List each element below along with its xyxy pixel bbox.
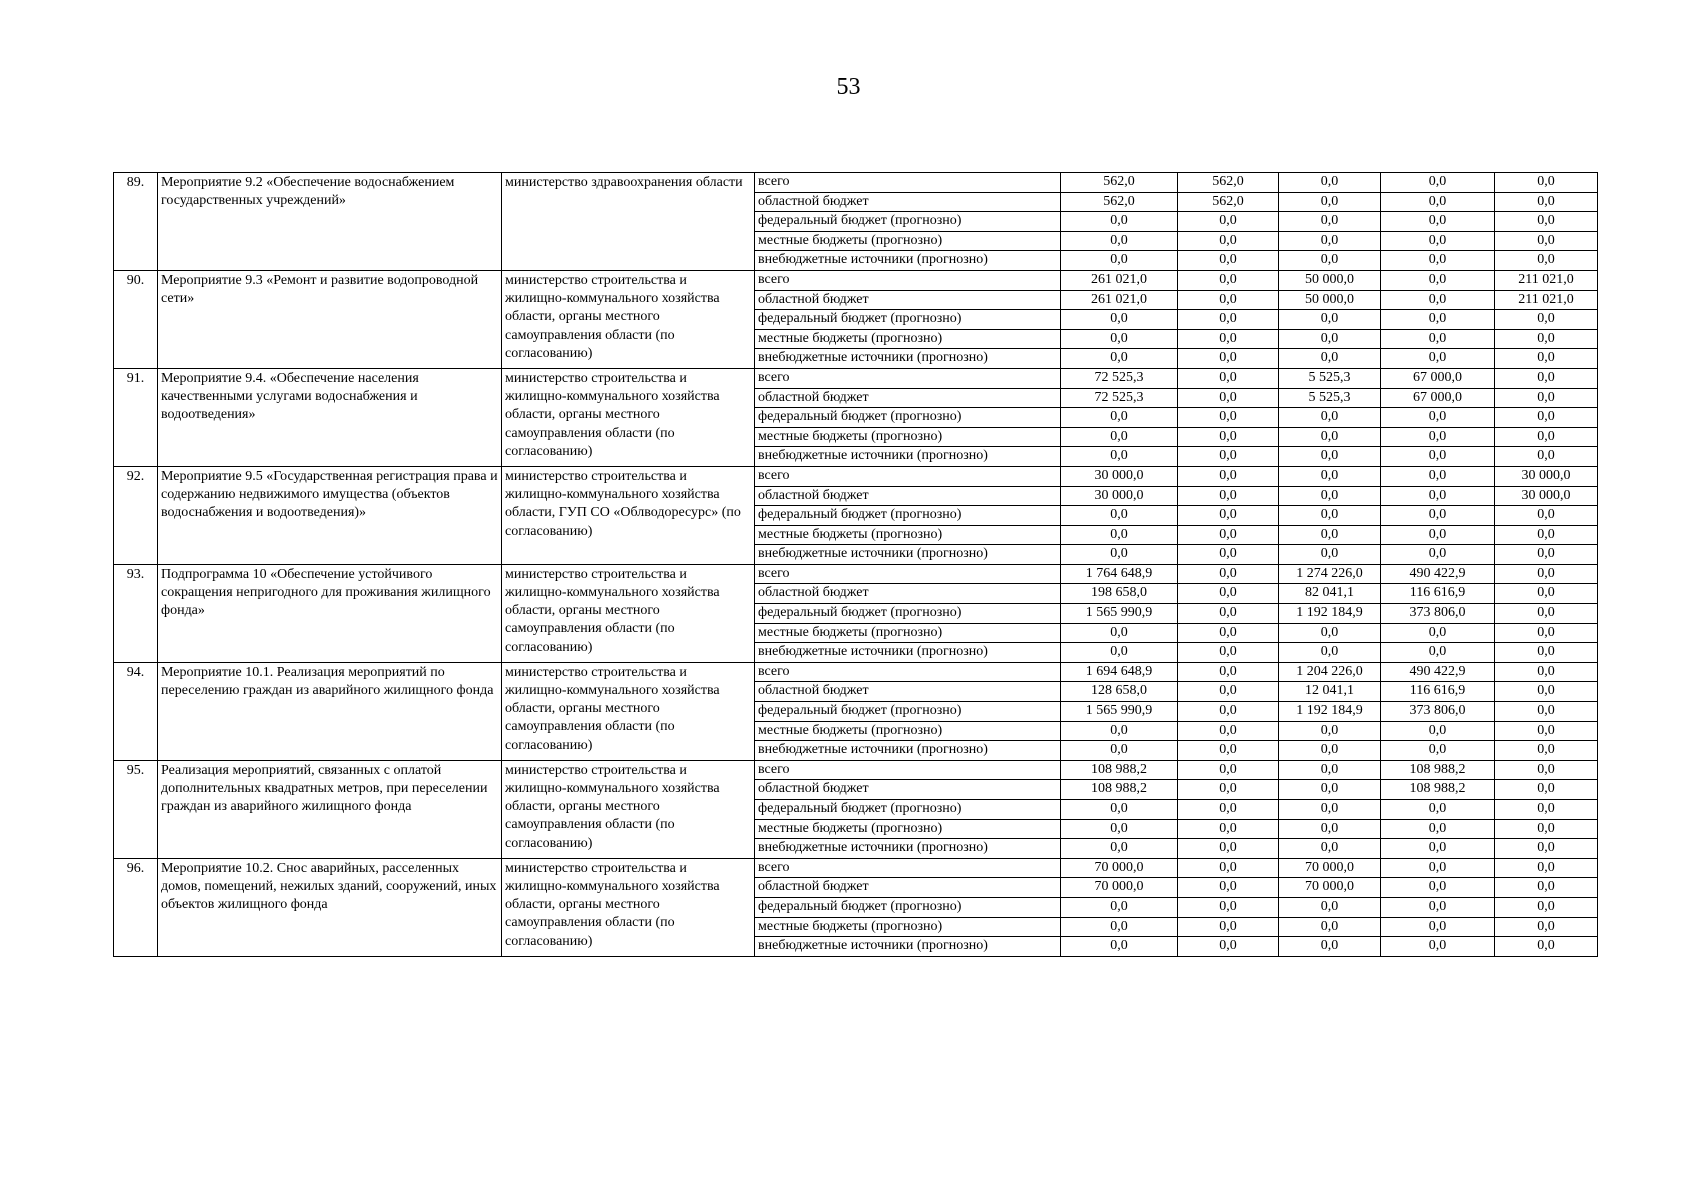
amount-cell: 0,0 [1381, 721, 1495, 741]
amount-cell: 0,0 [1495, 447, 1598, 467]
activity-name: Мероприятие 9.4. «Обеспечение населения качественными услугами водоснабжения и водоотведения» [158, 368, 502, 466]
amount-cell: 0,0 [1381, 858, 1495, 878]
funding-source: областной бюджет [755, 192, 1061, 212]
amount-cell: 0,0 [1381, 545, 1495, 565]
amount-cell: 0,0 [1381, 839, 1495, 859]
amount-cell: 0,0 [1495, 897, 1598, 917]
amount-cell: 0,0 [1178, 290, 1279, 310]
amount-cell: 82 041,1 [1279, 584, 1381, 604]
amount-cell: 0,0 [1279, 643, 1381, 663]
amount-cell: 0,0 [1061, 349, 1178, 369]
funding-source: федеральный бюджет (прогнозно) [755, 506, 1061, 526]
amount-cell: 0,0 [1178, 447, 1279, 467]
amount-cell: 0,0 [1061, 251, 1178, 271]
amount-cell: 0,0 [1178, 839, 1279, 859]
amount-cell: 1 192 184,9 [1279, 702, 1381, 722]
funding-source: всего [755, 760, 1061, 780]
amount-cell: 70 000,0 [1061, 858, 1178, 878]
activity-name: Мероприятие 9.3 «Ремонт и развитие водопроводной сети» [158, 270, 502, 368]
amount-cell: 30 000,0 [1061, 486, 1178, 506]
funding-source: местные бюджеты (прогнозно) [755, 819, 1061, 839]
amount-cell: 0,0 [1178, 466, 1279, 486]
activity-name: Реализация мероприятий, связанных с оплатой дополнительных квадратных метров, при переселении граждан из аварийного жилищного фонда [158, 760, 502, 858]
funding-source: областной бюджет [755, 584, 1061, 604]
funding-source: всего [755, 466, 1061, 486]
amount-cell: 0,0 [1381, 878, 1495, 898]
amount-cell: 0,0 [1061, 427, 1178, 447]
amount-cell: 0,0 [1178, 643, 1279, 663]
funding-source: всего [755, 368, 1061, 388]
amount-cell: 0,0 [1381, 741, 1495, 761]
amount-cell: 198 658,0 [1061, 584, 1178, 604]
amount-cell: 0,0 [1279, 427, 1381, 447]
amount-cell: 0,0 [1495, 839, 1598, 859]
amount-cell: 562,0 [1061, 192, 1178, 212]
table-row [114, 564, 1598, 584]
executor: министерство строительства и жилищно-коммунального хозяйства области, органы местного самоуправления области (по согласованию) [502, 564, 755, 662]
amount-cell: 211 021,0 [1495, 290, 1598, 310]
amount-cell: 373 806,0 [1381, 604, 1495, 624]
row-number: 89. [114, 173, 158, 271]
amount-cell: 0,0 [1178, 564, 1279, 584]
amount-cell: 0,0 [1178, 506, 1279, 526]
executor: министерство строительства и жилищно-коммунального хозяйства области, органы местного самоуправления области (по согласованию) [502, 662, 755, 760]
amount-cell: 0,0 [1495, 819, 1598, 839]
amount-cell: 0,0 [1061, 329, 1178, 349]
amount-cell: 0,0 [1279, 329, 1381, 349]
amount-cell: 0,0 [1495, 662, 1598, 682]
amount-cell: 0,0 [1178, 878, 1279, 898]
amount-cell: 0,0 [1061, 643, 1178, 663]
amount-cell: 0,0 [1178, 408, 1279, 428]
amount-cell: 0,0 [1495, 682, 1598, 702]
table-row [114, 858, 1598, 878]
table-row [114, 270, 1598, 290]
amount-cell: 0,0 [1178, 368, 1279, 388]
amount-cell: 0,0 [1495, 192, 1598, 212]
amount-cell: 70 000,0 [1279, 858, 1381, 878]
table-row [114, 662, 1598, 682]
amount-cell: 0,0 [1279, 212, 1381, 232]
funding-source: местные бюджеты (прогнозно) [755, 721, 1061, 741]
amount-cell: 0,0 [1178, 702, 1279, 722]
amount-cell: 0,0 [1381, 310, 1495, 330]
amount-cell: 0,0 [1381, 408, 1495, 428]
amount-cell: 0,0 [1061, 447, 1178, 467]
budget-table [113, 172, 1598, 957]
funding-source: внебюджетные источники (прогнозно) [755, 545, 1061, 565]
amount-cell: 0,0 [1178, 741, 1279, 761]
amount-cell: 0,0 [1061, 897, 1178, 917]
amount-cell: 0,0 [1495, 525, 1598, 545]
amount-cell: 0,0 [1495, 427, 1598, 447]
amount-cell: 108 988,2 [1381, 760, 1495, 780]
amount-cell: 0,0 [1178, 800, 1279, 820]
table-row [114, 466, 1598, 486]
funding-source: областной бюджет [755, 486, 1061, 506]
amount-cell: 116 616,9 [1381, 682, 1495, 702]
amount-cell: 0,0 [1178, 486, 1279, 506]
activity-name: Мероприятие 10.2. Снос аварийных, расселенных домов, помещений, нежилых зданий, сооружений, иных объектов жилищного фонда [158, 858, 502, 956]
amount-cell: 0,0 [1178, 662, 1279, 682]
amount-cell: 0,0 [1178, 212, 1279, 232]
amount-cell: 0,0 [1495, 329, 1598, 349]
activity-name: Мероприятие 9.5 «Государственная регистрация права и содержанию недвижимого имущества (объектов водоснабжения и водоотведения)» [158, 466, 502, 564]
table-row [114, 173, 1598, 193]
amount-cell: 0,0 [1495, 251, 1598, 271]
amount-cell: 0,0 [1495, 545, 1598, 565]
amount-cell: 0,0 [1381, 290, 1495, 310]
amount-cell: 0,0 [1495, 604, 1598, 624]
row-number: 91. [114, 368, 158, 466]
amount-cell: 0,0 [1279, 447, 1381, 467]
amount-cell: 0,0 [1495, 937, 1598, 957]
amount-cell: 0,0 [1178, 329, 1279, 349]
amount-cell: 0,0 [1279, 173, 1381, 193]
amount-cell: 373 806,0 [1381, 702, 1495, 722]
executor: министерство строительства и жилищно-коммунального хозяйства области, органы местного самоуправления области (по согласованию) [502, 858, 755, 956]
amount-cell: 67 000,0 [1381, 368, 1495, 388]
amount-cell: 1 274 226,0 [1279, 564, 1381, 584]
amount-cell: 0,0 [1061, 741, 1178, 761]
amount-cell: 0,0 [1178, 427, 1279, 447]
amount-cell: 0,0 [1279, 917, 1381, 937]
amount-cell: 0,0 [1061, 800, 1178, 820]
funding-source: всего [755, 173, 1061, 193]
funding-source: местные бюджеты (прогнозно) [755, 329, 1061, 349]
funding-source: федеральный бюджет (прогнозно) [755, 800, 1061, 820]
amount-cell: 50 000,0 [1279, 270, 1381, 290]
amount-cell: 0,0 [1279, 623, 1381, 643]
amount-cell: 0,0 [1495, 800, 1598, 820]
funding-source: внебюджетные источники (прогнозно) [755, 741, 1061, 761]
funding-source: внебюджетные источники (прогнозно) [755, 643, 1061, 663]
funding-source: внебюджетные источники (прогнозно) [755, 937, 1061, 957]
amount-cell: 0,0 [1178, 545, 1279, 565]
amount-cell: 0,0 [1178, 231, 1279, 251]
amount-cell: 0,0 [1178, 760, 1279, 780]
funding-source: внебюджетные источники (прогнозно) [755, 447, 1061, 467]
amount-cell: 0,0 [1279, 506, 1381, 526]
table-row [114, 368, 1598, 388]
amount-cell: 490 422,9 [1381, 662, 1495, 682]
page-number: 53 [836, 74, 861, 100]
amount-cell: 12 041,1 [1279, 682, 1381, 702]
amount-cell: 0,0 [1381, 917, 1495, 937]
amount-cell: 0,0 [1495, 721, 1598, 741]
amount-cell: 0,0 [1061, 212, 1178, 232]
amount-cell: 67 000,0 [1381, 388, 1495, 408]
amount-cell: 0,0 [1381, 427, 1495, 447]
amount-cell: 0,0 [1495, 349, 1598, 369]
funding-source: федеральный бюджет (прогнозно) [755, 212, 1061, 232]
amount-cell: 0,0 [1495, 623, 1598, 643]
amount-cell: 0,0 [1178, 525, 1279, 545]
executor: министерство строительства и жилищно-коммунального хозяйства области, органы местного самоуправления области (по согласованию) [502, 270, 755, 368]
amount-cell: 1 565 990,9 [1061, 702, 1178, 722]
amount-cell: 0,0 [1178, 858, 1279, 878]
funding-source: внебюджетные источники (прогнозно) [755, 251, 1061, 271]
amount-cell: 0,0 [1061, 525, 1178, 545]
amount-cell: 0,0 [1061, 937, 1178, 957]
amount-cell: 261 021,0 [1061, 290, 1178, 310]
amount-cell: 0,0 [1279, 819, 1381, 839]
budget-table-body [114, 173, 1598, 957]
amount-cell: 0,0 [1279, 251, 1381, 271]
amount-cell: 0,0 [1279, 839, 1381, 859]
amount-cell: 0,0 [1061, 819, 1178, 839]
activity-name: Мероприятие 9.2 «Обеспечение водоснабжением государственных учреждений» [158, 173, 502, 271]
amount-cell: 0,0 [1178, 349, 1279, 369]
amount-cell: 108 988,2 [1061, 760, 1178, 780]
amount-cell: 0,0 [1061, 623, 1178, 643]
row-number: 93. [114, 564, 158, 662]
amount-cell: 0,0 [1061, 721, 1178, 741]
amount-cell: 0,0 [1381, 212, 1495, 232]
activity-name: Подпрограмма 10 «Обеспечение устойчивого сокращения непригодного для проживания жилищного фонда» [158, 564, 502, 662]
amount-cell: 0,0 [1178, 819, 1279, 839]
amount-cell: 128 658,0 [1061, 682, 1178, 702]
amount-cell: 490 422,9 [1381, 564, 1495, 584]
activity-name: Мероприятие 10.1. Реализация мероприятий по переселению граждан из аварийного жилищного фонда [158, 662, 502, 760]
amount-cell: 0,0 [1279, 897, 1381, 917]
amount-cell: 0,0 [1279, 408, 1381, 428]
amount-cell: 562,0 [1178, 192, 1279, 212]
amount-cell: 0,0 [1279, 466, 1381, 486]
amount-cell: 0,0 [1381, 643, 1495, 663]
amount-cell: 0,0 [1279, 800, 1381, 820]
amount-cell: 0,0 [1279, 192, 1381, 212]
amount-cell: 0,0 [1381, 231, 1495, 251]
row-number: 94. [114, 662, 158, 760]
funding-source: всего [755, 270, 1061, 290]
amount-cell: 0,0 [1279, 780, 1381, 800]
amount-cell: 0,0 [1178, 604, 1279, 624]
amount-cell: 0,0 [1178, 682, 1279, 702]
executor: министерство строительства и жилищно-коммунального хозяйства области, ГУП СО «Облводоресурс» (по согласованию) [502, 466, 755, 564]
amount-cell: 0,0 [1381, 466, 1495, 486]
funding-source: областной бюджет [755, 290, 1061, 310]
row-number: 96. [114, 858, 158, 956]
amount-cell: 0,0 [1061, 310, 1178, 330]
amount-cell: 1 764 648,9 [1061, 564, 1178, 584]
amount-cell: 1 204 226,0 [1279, 662, 1381, 682]
funding-source: всего [755, 564, 1061, 584]
amount-cell: 0,0 [1178, 251, 1279, 271]
amount-cell: 72 525,3 [1061, 388, 1178, 408]
amount-cell: 211 021,0 [1495, 270, 1598, 290]
amount-cell: 0,0 [1381, 800, 1495, 820]
funding-source: внебюджетные источники (прогнозно) [755, 839, 1061, 859]
amount-cell: 0,0 [1495, 564, 1598, 584]
amount-cell: 0,0 [1279, 349, 1381, 369]
funding-source: областной бюджет [755, 878, 1061, 898]
amount-cell: 0,0 [1178, 584, 1279, 604]
amount-cell: 70 000,0 [1279, 878, 1381, 898]
amount-cell: 70 000,0 [1061, 878, 1178, 898]
amount-cell: 0,0 [1061, 408, 1178, 428]
amount-cell: 0,0 [1279, 486, 1381, 506]
funding-source: всего [755, 662, 1061, 682]
amount-cell: 0,0 [1178, 388, 1279, 408]
amount-cell: 30 000,0 [1061, 466, 1178, 486]
amount-cell: 0,0 [1061, 839, 1178, 859]
amount-cell: 72 525,3 [1061, 368, 1178, 388]
amount-cell: 0,0 [1279, 721, 1381, 741]
amount-cell: 0,0 [1495, 310, 1598, 330]
funding-source: федеральный бюджет (прогнозно) [755, 897, 1061, 917]
funding-source: федеральный бюджет (прогнозно) [755, 310, 1061, 330]
amount-cell: 0,0 [1495, 212, 1598, 232]
amount-cell: 0,0 [1279, 545, 1381, 565]
funding-source: областной бюджет [755, 682, 1061, 702]
row-number: 90. [114, 270, 158, 368]
amount-cell: 0,0 [1381, 486, 1495, 506]
executor: министерство здравоохранения области [502, 173, 755, 271]
amount-cell: 108 988,2 [1061, 780, 1178, 800]
amount-cell: 0,0 [1495, 858, 1598, 878]
funding-source: всего [755, 858, 1061, 878]
amount-cell: 1 565 990,9 [1061, 604, 1178, 624]
amount-cell: 0,0 [1381, 819, 1495, 839]
amount-cell: 0,0 [1495, 173, 1598, 193]
amount-cell: 0,0 [1178, 310, 1279, 330]
amount-cell: 0,0 [1381, 897, 1495, 917]
amount-cell: 0,0 [1381, 447, 1495, 467]
amount-cell: 0,0 [1178, 917, 1279, 937]
funding-source: местные бюджеты (прогнозно) [755, 525, 1061, 545]
amount-cell: 5 525,3 [1279, 368, 1381, 388]
amount-cell: 1 192 184,9 [1279, 604, 1381, 624]
funding-source: федеральный бюджет (прогнозно) [755, 604, 1061, 624]
funding-source: федеральный бюджет (прогнозно) [755, 408, 1061, 428]
funding-source: внебюджетные источники (прогнозно) [755, 349, 1061, 369]
amount-cell: 0,0 [1381, 270, 1495, 290]
amount-cell: 0,0 [1495, 231, 1598, 251]
amount-cell: 0,0 [1495, 878, 1598, 898]
amount-cell: 0,0 [1381, 525, 1495, 545]
amount-cell: 0,0 [1495, 388, 1598, 408]
amount-cell: 261 021,0 [1061, 270, 1178, 290]
funding-source: федеральный бюджет (прогнозно) [755, 702, 1061, 722]
executor: министерство строительства и жилищно-коммунального хозяйства области, органы местного самоуправления области (по согласованию) [502, 368, 755, 466]
amount-cell: 30 000,0 [1495, 466, 1598, 486]
amount-cell: 0,0 [1381, 173, 1495, 193]
amount-cell: 0,0 [1381, 329, 1495, 349]
amount-cell: 0,0 [1495, 584, 1598, 604]
amount-cell: 0,0 [1495, 760, 1598, 780]
amount-cell: 0,0 [1178, 780, 1279, 800]
amount-cell: 0,0 [1178, 623, 1279, 643]
funding-source: местные бюджеты (прогнозно) [755, 623, 1061, 643]
amount-cell: 0,0 [1279, 741, 1381, 761]
amount-cell: 0,0 [1381, 623, 1495, 643]
amount-cell: 0,0 [1381, 349, 1495, 369]
amount-cell: 0,0 [1495, 368, 1598, 388]
funding-source: областной бюджет [755, 780, 1061, 800]
amount-cell: 0,0 [1495, 408, 1598, 428]
amount-cell: 1 694 648,9 [1061, 662, 1178, 682]
amount-cell: 0,0 [1381, 251, 1495, 271]
amount-cell: 0,0 [1061, 917, 1178, 937]
amount-cell: 562,0 [1061, 173, 1178, 193]
amount-cell: 0,0 [1381, 192, 1495, 212]
amount-cell: 0,0 [1381, 506, 1495, 526]
amount-cell: 0,0 [1279, 760, 1381, 780]
amount-cell: 30 000,0 [1495, 486, 1598, 506]
amount-cell: 0,0 [1495, 702, 1598, 722]
amount-cell: 0,0 [1495, 643, 1598, 663]
funding-source: местные бюджеты (прогнозно) [755, 427, 1061, 447]
amount-cell: 0,0 [1061, 545, 1178, 565]
amount-cell: 0,0 [1061, 506, 1178, 526]
amount-cell: 0,0 [1495, 506, 1598, 526]
amount-cell: 5 525,3 [1279, 388, 1381, 408]
amount-cell: 116 616,9 [1381, 584, 1495, 604]
amount-cell: 0,0 [1495, 780, 1598, 800]
amount-cell: 0,0 [1178, 937, 1279, 957]
amount-cell: 0,0 [1279, 937, 1381, 957]
amount-cell: 0,0 [1178, 897, 1279, 917]
amount-cell: 0,0 [1279, 525, 1381, 545]
amount-cell: 0,0 [1178, 721, 1279, 741]
amount-cell: 562,0 [1178, 173, 1279, 193]
amount-cell: 50 000,0 [1279, 290, 1381, 310]
funding-source: местные бюджеты (прогнозно) [755, 231, 1061, 251]
funding-source: областной бюджет [755, 388, 1061, 408]
amount-cell: 0,0 [1279, 231, 1381, 251]
funding-source: местные бюджеты (прогнозно) [755, 917, 1061, 937]
row-number: 95. [114, 760, 158, 858]
amount-cell: 0,0 [1495, 917, 1598, 937]
amount-cell: 0,0 [1381, 937, 1495, 957]
amount-cell: 0,0 [1495, 741, 1598, 761]
amount-cell: 108 988,2 [1381, 780, 1495, 800]
amount-cell: 0,0 [1178, 270, 1279, 290]
amount-cell: 0,0 [1061, 231, 1178, 251]
table-row [114, 760, 1598, 780]
executor: министерство строительства и жилищно-коммунального хозяйства области, органы местного самоуправления области (по согласованию) [502, 760, 755, 858]
row-number: 92. [114, 466, 158, 564]
amount-cell: 0,0 [1279, 310, 1381, 330]
